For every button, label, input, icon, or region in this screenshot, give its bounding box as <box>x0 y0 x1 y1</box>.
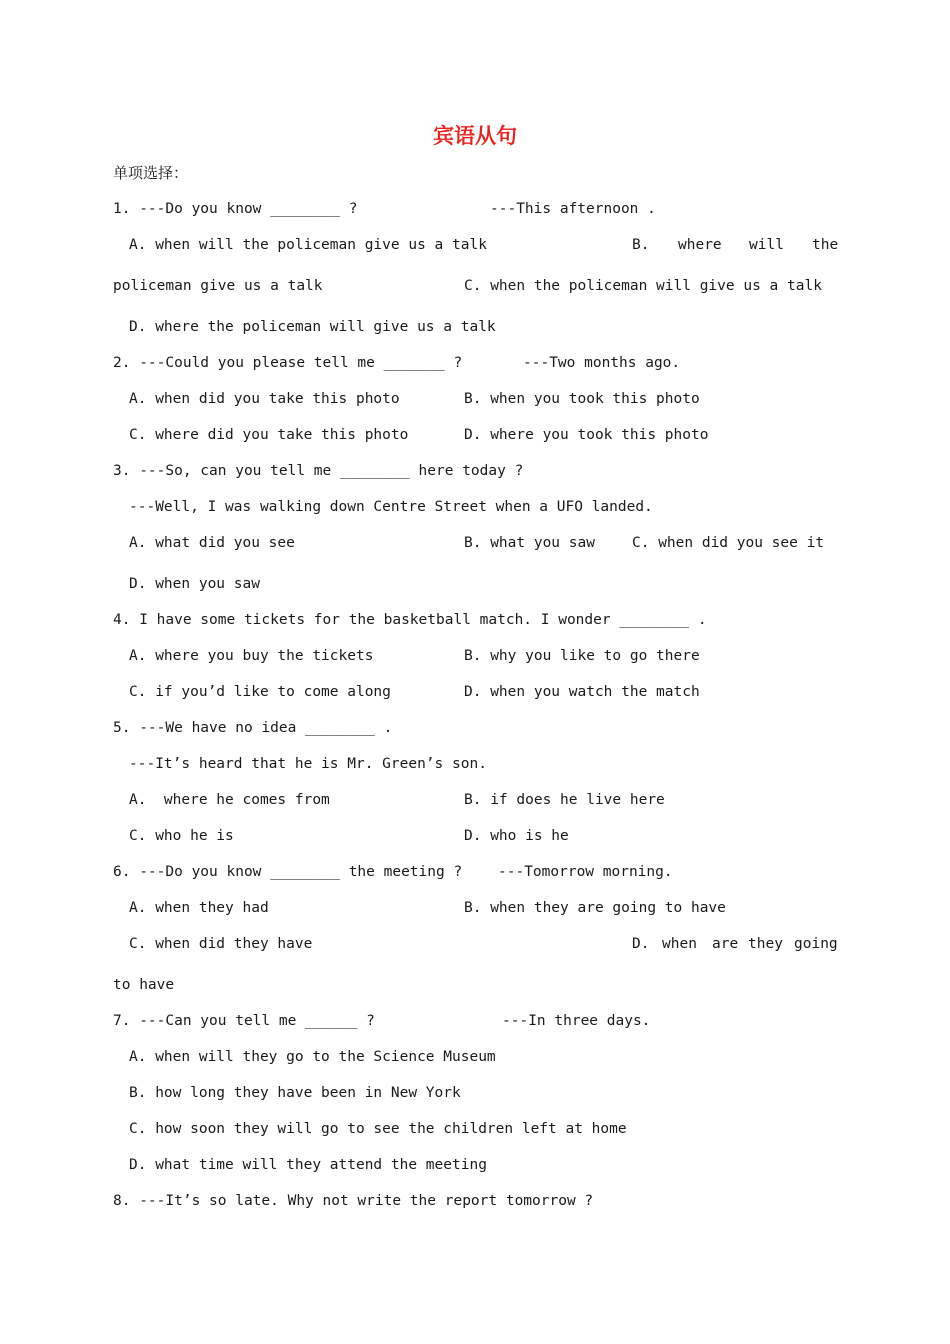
question-6-answer: ---Tomorrow morning. <box>498 864 673 880</box>
question-2-option-c: C. where did you take this photo <box>129 427 409 443</box>
question-1-option-b-word: the <box>812 237 839 253</box>
question-4-option-d: D. when you watch the match <box>464 684 700 700</box>
question-7-option-d: D. what time will they attend the meeting <box>129 1157 487 1173</box>
question-2-option-d: D. where you took this photo <box>464 427 709 443</box>
question-8-stem: 8. ---It’s so late. Why not write the report tomorrow ? <box>113 1193 594 1209</box>
question-6-option-a: A. when they had <box>129 900 269 916</box>
question-7-option-a: A. when will they go to the Science Museum <box>129 1049 496 1065</box>
question-6-stem: 6. ---Do you know ________ the meeting ? <box>113 864 463 880</box>
question-6-option-d-word: are <box>712 936 739 952</box>
question-6-option-b: B. when they are going to have <box>464 900 726 916</box>
question-1-answer: ---This afternoon . <box>490 201 656 217</box>
question-3-answer: ---Well, I was walking down Centre Street when a UFO landed. <box>129 499 653 515</box>
question-3-stem: 3. ---So, can you tell me ________ here today ? <box>113 463 524 479</box>
question-6-option-d-word: going <box>794 936 838 952</box>
question-5-answer: ---It’s heard that he is Mr. Green’s son. <box>129 756 487 772</box>
question-6-option-d-letter: D. <box>632 936 650 952</box>
question-1-option-c: C. when the policeman will give us a talk <box>464 278 822 294</box>
question-3-option-a: A. what did you see <box>129 535 295 551</box>
question-1-option-d: D. where the policeman will give us a talk <box>129 319 496 335</box>
question-2-option-a: A. when did you take this photo <box>129 391 400 407</box>
question-1-option-a: A. when will the policeman give us a talk <box>129 237 487 253</box>
question-1-option-b-word: will <box>749 237 784 253</box>
question-5-option-c: C. who he is <box>129 828 234 844</box>
question-3-option-b: B. what you saw <box>464 535 595 551</box>
question-5-option-b: B. if does he live here <box>464 792 665 808</box>
question-4-option-a: A. where you buy the tickets <box>129 648 374 664</box>
question-3-option-c: C. when did you see it <box>632 535 825 551</box>
question-7-option-c: C. how soon they will go to see the children left at home <box>129 1121 627 1137</box>
question-4-option-c: C. if you’d like to come along <box>129 684 391 700</box>
question-2-option-b: B. when you took this photo <box>464 391 700 407</box>
question-4-option-b: B. why you like to go there <box>464 648 700 664</box>
question-7-option-b: B. how long they have been in New York <box>129 1085 461 1101</box>
question-4-stem: 4. I have some tickets for the basketball match. I wonder ________ . <box>113 612 707 628</box>
question-7-stem: 7. ---Can you tell me ______ ? <box>113 1013 375 1029</box>
question-6-option-d-continued: to have <box>113 977 175 993</box>
section-heading: 单项选择： <box>113 164 189 182</box>
page-title: 宾语从句 <box>433 124 517 148</box>
question-1-option-b-word: where <box>678 237 722 253</box>
question-7-answer: ---In three days. <box>502 1013 651 1029</box>
question-5-stem: 5. ---We have no idea ________ . <box>113 720 393 736</box>
question-5-option-a: A. where he comes from <box>129 792 330 808</box>
question-1-option-b-continued: policeman give us a talk <box>113 278 323 294</box>
question-6-option-d-word: when <box>662 936 697 952</box>
question-6-option-c: C. when did they have <box>129 936 313 952</box>
question-1-stem: 1. ---Do you know ________ ? <box>113 201 358 217</box>
question-2-answer: ---Two months ago. <box>523 355 681 371</box>
question-2-stem: 2. ---Could you please tell me _______ ? <box>113 355 463 371</box>
question-1-option-b-letter: B. <box>632 237 650 253</box>
question-6-option-d-word: they <box>748 936 783 952</box>
question-5-option-d: D. who is he <box>464 828 569 844</box>
question-3-option-d: D. when you saw <box>129 576 260 592</box>
